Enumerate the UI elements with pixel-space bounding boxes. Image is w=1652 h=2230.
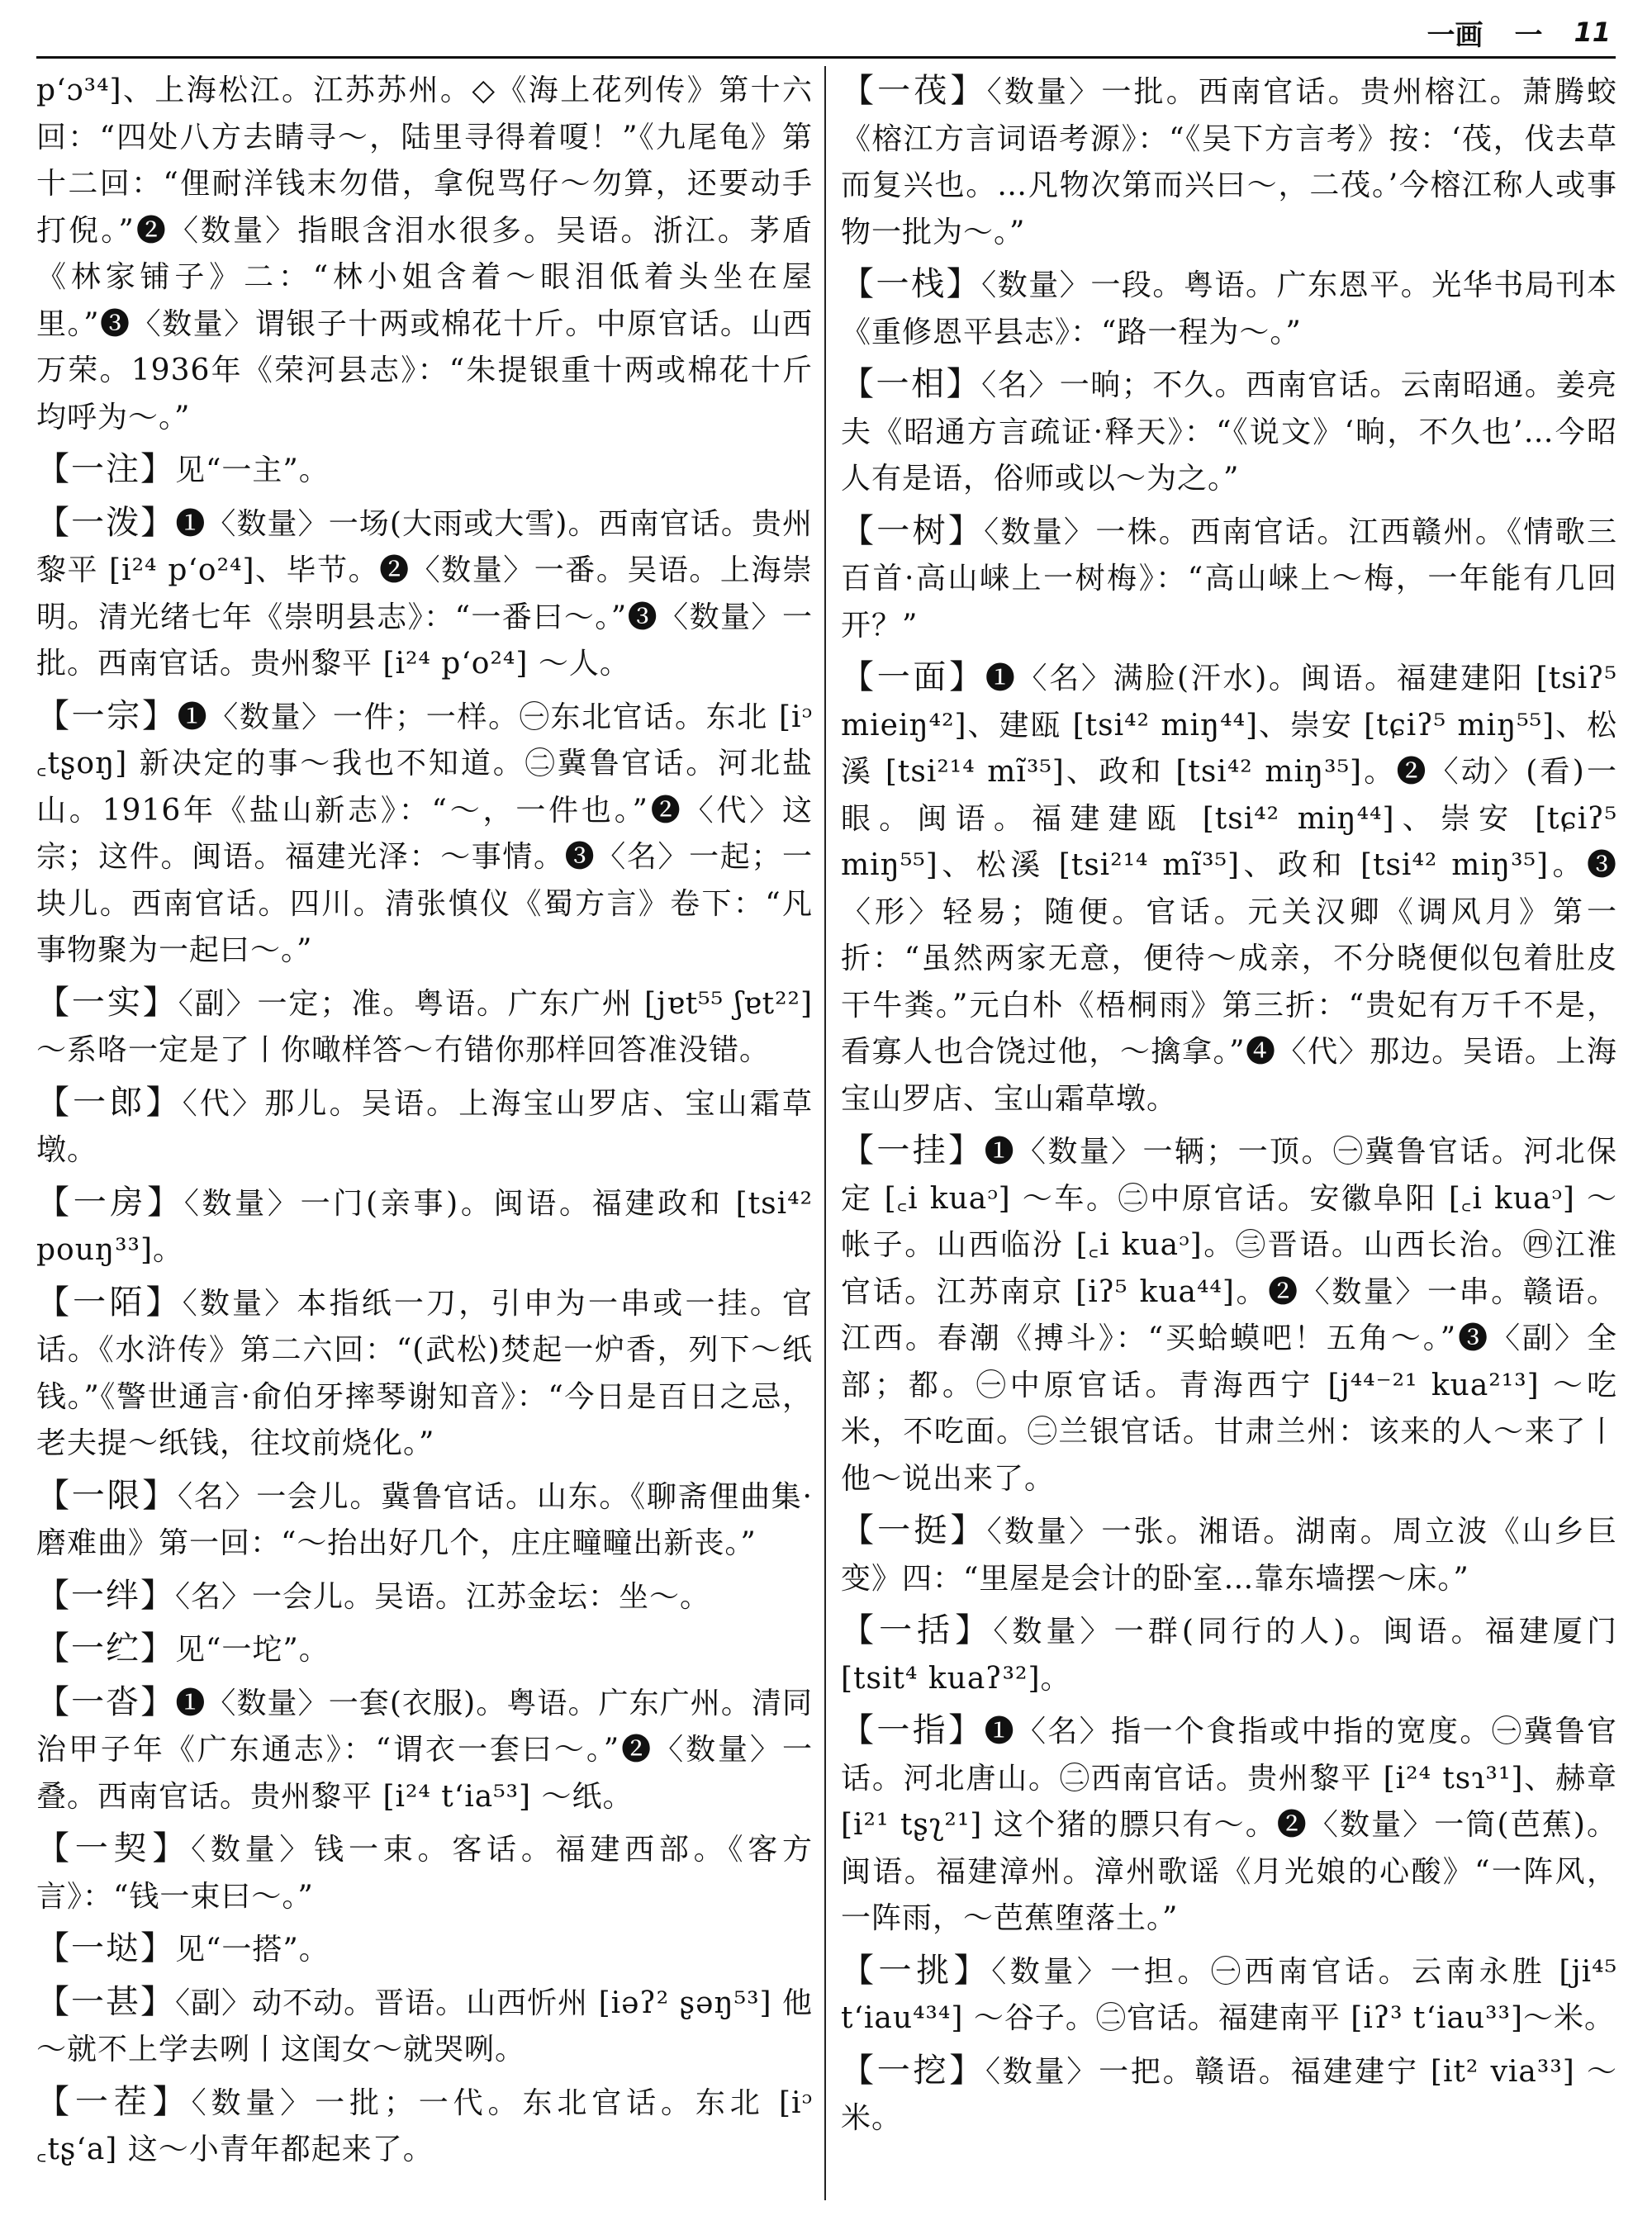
entry-yizhu	[36, 446, 813, 495]
entry-definition: 〈数量〉一株。西南官话。江西赣州。《情歌三百首·高山崃上一树梅》：“高山崃上～梅，一年能有几回开？”	[841, 515, 1617, 643]
entry-definition: 〈数量〉一把。赣语。福建建宁 [it² via³³] ～米。	[841, 2054, 1617, 2135]
entry-definition: 〈副〉一定；准。粤语。广东广州 [jɐt⁵⁵ ʃɐt²²] ～系咯一定是了丨你噉样答～冇错你那样回答准没错。	[36, 986, 813, 1067]
entry-headword: 【一括】	[841, 1611, 994, 1649]
entry-headword: 【一郎】	[36, 1083, 183, 1122]
entry-definition: ❶〈数量〉一套(衣服)。粤语。广东广州。清同治甲子年《广东通志》：“谓衣一套曰～。”❷〈数量〉一叠。西南官话。贵州黎平 [i²⁴ t‘ia⁵³] ～纸。	[36, 1686, 813, 1814]
entry-yizhan	[841, 261, 1617, 356]
header-rule	[36, 56, 1616, 59]
entry-yituo	[36, 1625, 813, 1674]
entry-yita	[36, 1679, 813, 1821]
entry-continued	[36, 68, 813, 441]
entry-headword: 【一挺】	[841, 1511, 987, 1549]
right-column	[841, 68, 1617, 2210]
entry-headword: 【一实】	[36, 983, 178, 1022]
entry-definition: 见“一主”。	[175, 453, 330, 487]
entry-headword: 【一甚】	[36, 1982, 176, 2021]
entry-yikuo	[841, 1607, 1617, 1702]
entry-definition: ❶〈名〉满脸(汗水)。闽语。福建建阳 [tsiʔ⁵ mieiŋ⁴²]、建瓯 [tsi⁴² miŋ⁴⁴]、崇安 [tɕiʔ⁵ miŋ⁵⁵]、松溪 [tsi²¹⁴ mĩ³⁵]、政和 [tsi⁴² miŋ³⁵]。❷〈动〉(看)一眼。闽语。福建建瓯 [tsi⁴² miŋ⁴⁴]、崇安 [tɕiʔ⁵ miŋ⁵⁵]、松溪 [tsi²¹⁴ mĩ³⁵]、政和 [tsi⁴² miŋ³⁵]。❸〈形〉轻易；随便。官话。元关汉卿《调风月》第一折：“虽然两家无意，便待～成亲，不分晓便似包着肚皮干牛粪。”元白朴《梧桐雨》第三折：“贵妃有万千不是，看寡人也合饶过他，～擒拿。”❹〈代〉那边。吴语。上海宝山罗店、宝山霜草墩。	[841, 662, 1617, 1116]
entry-definition: 〈数量〉一段。粤语。广东恩平。光华书局刊本《重修恩平县志》：“路一程为～。”	[841, 268, 1617, 349]
entry-yixiang	[841, 361, 1617, 503]
entry-yilang	[36, 1079, 813, 1174]
entry-definition: 〈代〉那儿。吴语。上海宝山罗店、宝山霜草墩。	[36, 1086, 813, 1167]
entry-headword: 【一挂】	[841, 1132, 985, 1170]
left-column	[36, 68, 813, 2210]
entry-headword: 【一树】	[841, 511, 985, 550]
entry-definition: p‘ɔ³⁴]、上海松江。江苏苏州。◇《海上花列传》第十六回：“四处八方去睛寻～，陆里寻得着嗄！”《九尾龟》第十二回：“俚耐洋钱末勿借，拿倪骂仔～勿算，还要动手打倪。”❷〈数量〉指眼含泪水很多。吴语。浙江。茅盾《林家铺子》二：“林小姐含着～眼泪低着头坐在屋里。”❸〈数量〉谓银子十两或棉花十斤。中原官话。山西万荣。1936年《荣河县志》：“朱提银重十两或棉花十斤均呼为～。”	[36, 74, 813, 434]
entry-definition: 〈数量〉一批。西南官话。贵州榕江。萧腾蛟《榕江方言词语考源》：“《吴下方言考》按：‘茷，伐去草而复兴也。…凡物次第而兴曰～，二茷。’今榕江称人或事物一批为～。”	[841, 75, 1617, 249]
entry-yicha	[36, 2079, 813, 2174]
entry-yiting	[841, 1507, 1617, 1602]
entry-yida	[36, 1925, 813, 1974]
entry-headword: 【一挖】	[841, 2051, 986, 2090]
entry-definition: 〈数量〉一门(亲事)。闽语。福建政和 [tsi⁴² pouŋ³³]。	[36, 1186, 813, 1267]
entry-headword: 【一纻】	[36, 1630, 175, 1668]
entry-definition: 〈名〉一会儿。吴语。江苏金坛：坐～。	[175, 1579, 711, 1614]
entry-headword: 【一契】	[36, 1829, 192, 1867]
entry-yizong	[36, 693, 813, 975]
entry-definition: 〈名〉一会儿。冀鲁官话。山东。《聊斋俚曲集·磨难曲》第一回：“～抬出好几个，庄庄疃疃出新丧。”	[36, 1479, 813, 1560]
running-header	[1427, 12, 1611, 53]
entry-headword: 【一沓】	[36, 1682, 176, 1721]
entry-yigua	[841, 1127, 1617, 1502]
entry-definition: 见“一坨”。	[175, 1633, 330, 1667]
entry-headword: 【一注】	[36, 450, 175, 488]
entry-headword: 【一栈】	[841, 265, 982, 303]
entry-headword: 【一茷】	[841, 72, 987, 110]
header-section: 一画	[1427, 18, 1483, 52]
entry-definition: 〈数量〉钱一束。客话。福建西部。《客方言》：“钱一束曰～。”	[36, 1833, 813, 1914]
entry-definition: ❶〈名〉指一个食指或中指的宽度。㊀冀鲁官话。河北唐山。㊁西南官话。贵州黎平 [i²⁴ tsɿ³¹]、赫章 [i²¹ tʂʅ²¹] 这个猪的膘只有～。❷〈数量〉一筒(芭蕉)。闽语。福建漳州。漳州歌谣《月光娘的心酸》“一阵风，一阵雨，～芭蕉堕落土。”	[841, 1715, 1617, 1935]
entry-headword: 【一挑】	[841, 1951, 992, 1990]
entry-definition: 〈副〉动不动。晋语。山西忻州 [iəʔ² ʂəŋ⁵³] 他～就不上学去咧丨这闺女～就哭咧。	[36, 1986, 813, 2066]
entry-headword: 【一指】	[841, 1711, 985, 1749]
entry-definition: 〈数量〉一群(同行的人)。闽语。福建厦门 [tsit⁴ kuaʔ³²]。	[841, 1615, 1617, 1696]
entry-definition: 〈数量〉一张。湘语。湖南。周立波《山乡巨变》四：“里屋是会计的卧室…靠东墙摆～床。”	[841, 1515, 1617, 1596]
entry-yitiao	[841, 1948, 1617, 2043]
entry-yishi	[36, 980, 813, 1075]
entry-headword: 【一相】	[841, 365, 982, 403]
entry-yimo	[36, 1279, 813, 1468]
entry-definition: ❶〈数量〉一场(大雨或大雪)。西南官话。贵州黎平 [i²⁴ p‘o²⁴]、毕节。❷〈数量〉一番。吴语。上海崇明。清光绪七年《崇明县志》：“一番曰～。”❸〈数量〉一批。西南官话。贵州黎平 [i²⁴ p‘o²⁴] ～人。	[36, 506, 813, 681]
entry-definition: 〈数量〉一担。㊀西南官话。云南永胜 [ji⁴⁵ t‘iau⁴³⁴] ～谷子。㊁官话。福建南平 [iʔ³ t‘iau³³]～米。	[841, 1954, 1617, 2035]
entry-yishu	[841, 508, 1617, 650]
entry-definition: 〈名〉一晌；不久。西南官话。云南昭通。姜亮夫《昭通方言疏证·释天》：“《说文》‘晌，不久也’…今昭人有是语，俗师或以～为之。”	[841, 368, 1617, 496]
column-divider	[824, 66, 826, 2200]
entry-definition: ❶〈数量〉一辆；一顶。㊀冀鲁官话。河北保定 [꜀i kuaᵓ] ～车。㊁中原官话。安徽阜阳 [꜀i kuaᵓ] ～帐子。山西临汾 [꜀i kuaᵓ]。㊂晋语。山西长治。㊃江淮官话。江苏南京 [iʔ⁵ kua⁴⁴]。❷〈数量〉一串。赣语。江西。春潮《搏斗》：“买蛤蟆吧！五角～。”❸〈副〉全部；都。㊀中原官话。青海西宁 [j⁴⁴⁻²¹ kua²¹³] ～吃米，不吃面。㊁兰银官话。甘肃兰州：该来的人～来了丨他～说出来了。	[841, 1135, 1617, 1496]
header-radical: 一	[1514, 18, 1543, 52]
entry-headword: 【一宗】	[36, 696, 178, 735]
entry-yifa	[841, 68, 1617, 256]
entry-headword: 【一面】	[841, 658, 985, 696]
entry-definition: 见“一搭”。	[175, 1933, 330, 1967]
entry-headword: 【一房】	[36, 1183, 184, 1222]
entry-headword: 【一茬】	[36, 2082, 192, 2121]
entry-headword: 【一泼】	[36, 503, 176, 542]
entry-yishen	[36, 1979, 813, 2074]
entry-headword: 【一陌】	[36, 1283, 183, 1321]
entry-definition: 〈数量〉本指纸一刀，引申为一串或一挂。官话。《水浒传》第二六回：“(武松)焚起一炉香，列下～纸钱。”《警世通言·俞伯牙摔琴谢知音》：“今日是百日之忌，老夫提～纸钱，往坟前烧化。”	[36, 1286, 813, 1460]
entry-definition: ❶〈数量〉一件；一样。㊀东北官话。东北 [iᵓ ꜀tʂoŋ] 新决定的事～我也不知道。㊁冀鲁官话。河北盐山。1916年《盐山新志》：“～，一件也。”❷〈代〉这宗；这件。闽语。福建光泽：～事情。❸〈名〉一起；一块儿。西南官话。四川。清张慎仪《蜀方言》卷下：“凡事物聚为一起曰～。”	[36, 700, 813, 967]
entry-headword: 【一限】	[36, 1476, 178, 1515]
entry-headword: 【一垯】	[36, 1929, 175, 1967]
entry-definition: 〈数量〉一批；一代。东北官话。东北 [iᵓ ꜀tʂ‘a] 这～小青年都起来了。	[36, 2085, 813, 2166]
entry-yiqi	[36, 1825, 813, 1920]
entry-yiban	[36, 1573, 813, 1621]
entry-yipo	[36, 500, 813, 688]
entry-headword: 【一绊】	[36, 1576, 175, 1615]
entry-yiwa	[841, 2047, 1617, 2142]
entry-yifang	[36, 1179, 813, 1274]
entry-yizhi	[841, 1707, 1617, 1943]
entry-yixian	[36, 1473, 813, 1568]
entry-yimian	[841, 654, 1617, 1122]
page-number: 11	[1574, 17, 1611, 48]
